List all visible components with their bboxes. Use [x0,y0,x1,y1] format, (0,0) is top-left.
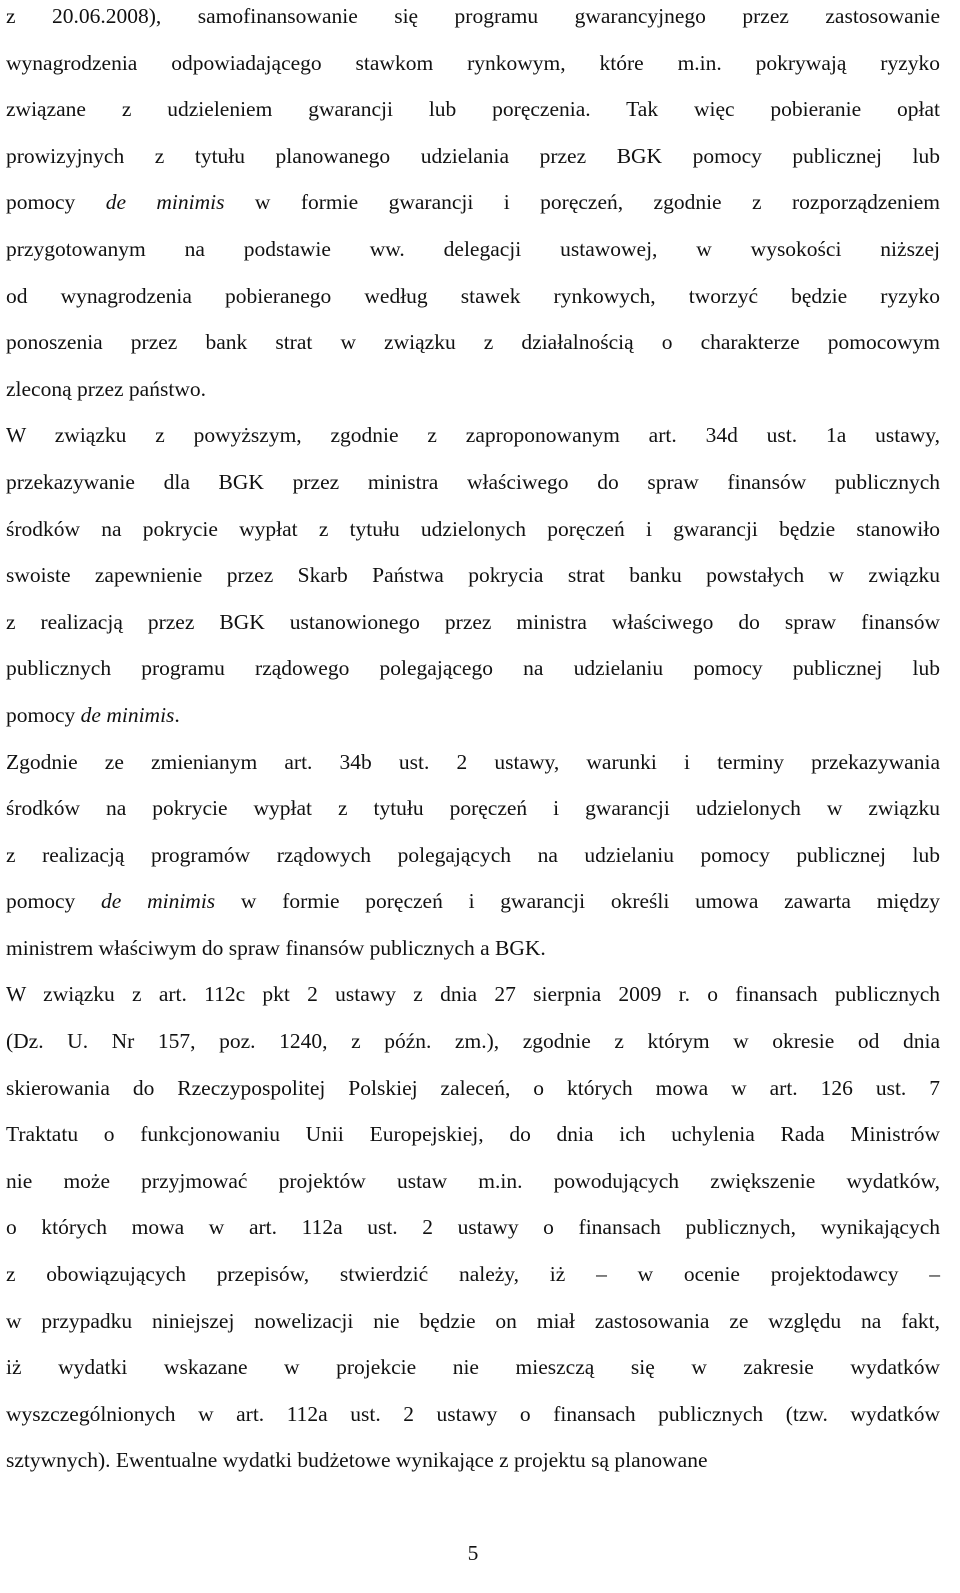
text-line [6,273,940,320]
text-segment: środków na pokrycie wypłat z tytułu udzielonych poręczeń i gwarancji będzie stanowiło [6,516,940,541]
document-page [6,0,940,1484]
text-line [6,785,940,832]
paragraph [6,0,940,412]
text-line [6,692,940,739]
text-segment: w przypadku niniejszej nowelizacji nie będzie on miał zastosowania ze względu na fakt, [6,1308,940,1333]
text-line [6,40,940,87]
text-segment: z realizacją programów rządowych polegających na udzielaniu pomocy publicznej lub [6,842,940,867]
text-line [6,0,940,40]
text-segment: o których mowa w art. 112a ust. 2 ustawy o finansach publicznych, wynikających [6,1215,940,1240]
text-segment: przygotowanym na podstawie ww. delegacji ustawowej, w wysokości niższej [6,236,940,261]
text-line [6,599,940,646]
text-line [6,86,940,133]
text-segment: ministrem właściwym do spraw finansów publicznych a BGK. [6,935,546,960]
text-segment: Zgodnie ze zmienianym art. 34b ust. 2 ustawy, warunki i terminy przekazywania [6,749,940,774]
text-segment: wyszczególnionych w art. 112a ust. 2 ustawy o finansach publicznych (tzw. wydatków [6,1401,940,1426]
paragraph [6,412,940,738]
text-line [6,226,940,273]
text-segment: sztywnych). Ewentualne wydatki budżetowe wynikające z projektu są planowane [6,1448,708,1473]
paragraph [6,739,940,972]
text-segment: pomocy [6,702,81,727]
text-line [6,1391,940,1438]
text-line [6,1437,940,1484]
text-line [6,506,940,553]
text-line [6,878,940,925]
text-line [6,1158,940,1205]
text-segment: W związku z powyższym, zgodnie z zaproponowanym art. 34d ust. 1a ustawy, [6,423,940,448]
text-line [6,1298,940,1345]
text-segment: w formie gwarancji i poręczeń, zgodnie z rozporządzeniem [224,190,940,215]
text-line [6,1018,940,1065]
text-line [6,1251,940,1298]
text-segment: w formie poręczeń i gwarancji określi umowa zawarta między [215,889,940,914]
text-segment: publicznych programu rządowego polegającego na udzielaniu pomocy publicznej lub [6,656,940,681]
text-line [6,1204,940,1251]
text-segment: od wynagrodzenia pobieranego według stawek rynkowych, tworzyć będzie ryzyko [6,283,940,308]
paragraph [6,971,940,1484]
text-segment: z realizacją przez BGK ustanowionego przez ministra właściwego do spraw finansów [6,609,940,634]
text-line [6,179,940,226]
text-line [6,1065,940,1112]
text-line [6,459,940,506]
text-segment: związane z udzieleniem gwarancji lub poręczenia. Tak więc pobieranie opłat [6,97,940,122]
text-segment: środków na pokrycie wypłat z tytułu poręczeń i gwarancji udzielonych w związku [6,796,940,821]
text-segment: (Dz. U. Nr 157, poz. 1240, z późn. zm.), zgodnie z którym w okresie od dnia [6,1029,940,1054]
text-line [6,971,940,1018]
text-segment: . [174,702,180,727]
text-segment: pomocy [6,889,102,914]
text-line [6,552,940,599]
document-body [6,0,940,1484]
text-segment: swoiste zapewnienie przez Skarb Państwa pokrycia strat banku powstałych w związku [6,563,940,588]
italic-term: de minimis [101,889,216,914]
italic-term: de minimis [105,190,225,215]
text-segment: prowizyjnych z tytułu planowanego udzielania przez BGK pomocy publicznej lub [6,143,940,168]
text-segment: Traktatu o funkcjonowaniu Unii Europejskiej, do dnia ich uchylenia Rada Ministrów [6,1122,940,1147]
text-line [6,832,940,879]
text-line [6,1111,940,1158]
text-segment: z 20.06.2008), samofinansowanie się programu gwarancyjnego przez zastosowanie [6,4,940,28]
text-line [6,645,940,692]
text-segment: W związku z art. 112c pkt 2 ustawy z dnia 27 sierpnia 2009 r. o finansach publicznych [6,982,940,1007]
italic-term: de minimis [80,702,175,727]
text-line [6,133,940,180]
text-segment: z obowiązujących przepisów, stwierdzić należy, iż – w ocenie projektodawcy – [6,1262,940,1287]
text-line [6,319,940,366]
text-line [6,1344,940,1391]
text-line [6,925,940,972]
text-segment: iż wydatki wskazane w projekcie nie mieszczą się w zakresie wydatków [6,1355,940,1380]
text-segment: ponoszenia przez bank strat w związku z działalnością o charakterze pomocowym [6,330,940,355]
text-segment: pomocy [6,190,106,215]
text-line [6,366,940,413]
text-segment: wynagrodzenia odpowiadającego stawkom rynkowym, które m.in. pokrywają ryzyko [6,50,940,75]
text-segment: nie może przyjmować projektów ustaw m.in. powodujących zwiększenie wydatków, [6,1168,940,1193]
text-line [6,739,940,786]
text-segment: zleconą przez państwo. [6,376,206,401]
page-number: 5 [467,1541,479,1565]
text-segment: przekazywanie dla BGK przez ministra właściwego do spraw finansów publicznych [6,469,940,494]
text-segment: skierowania do Rzeczypospolitej Polskiej zaleceń, o których mowa w art. 126 ust. 7 [6,1075,940,1100]
text-line [6,412,940,459]
